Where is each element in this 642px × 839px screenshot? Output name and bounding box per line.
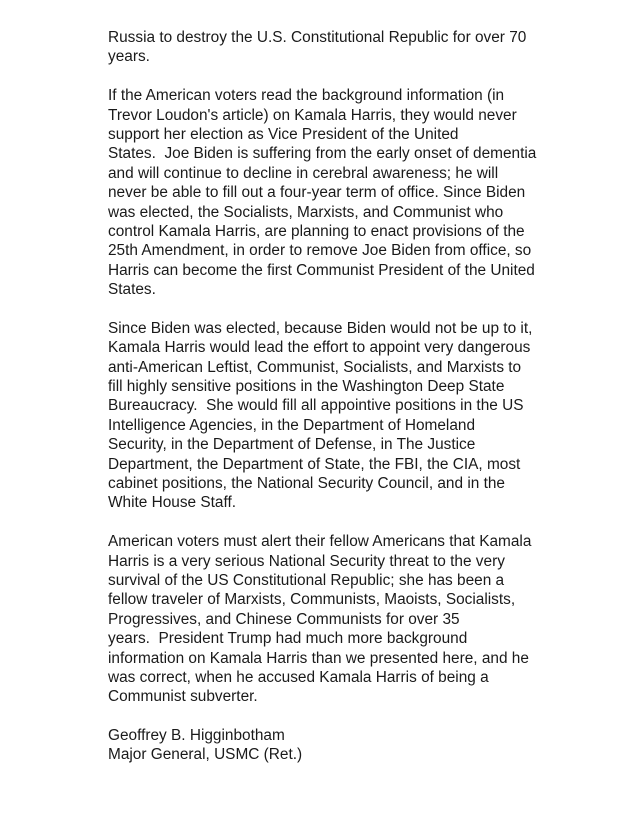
text-line: Communist subverter. — [108, 688, 258, 706]
text-line: Harris is a very serious National Security threat to the very — [108, 552, 505, 570]
text-line: anti-American Leftist, Communist, Socialists, and Marxists to — [108, 358, 522, 376]
text-line: fill highly sensitive positions in the Washington Deep State — [108, 378, 505, 396]
signature-title: Major General, USMC (Ret.) — [108, 746, 303, 764]
text-line: 25th Amendment, in order to remove Joe Biden from office, so — [108, 242, 532, 260]
text-line: Russia to destroy the U.S. Constitutional Republic for over 70 — [108, 29, 527, 46]
text-line: White House Staff. — [108, 494, 237, 512]
text-line: If the American voters read the background information (in — [108, 87, 505, 105]
letter-body — [108, 28, 538, 765]
text-line: Since Biden was elected, because Biden would not be up to it, — [108, 319, 533, 337]
text-line: cabinet positions, the National Security Council, and in the — [108, 474, 505, 492]
text-line: years. — [108, 48, 150, 66]
text-line: States. Joe Biden is suffering from the early onset of dementia — [108, 145, 537, 163]
text-line: control Kamala Harris, are planning to enact provisions of the — [108, 222, 525, 240]
text-line: Harris can become the first Communist President of the United — [108, 261, 535, 279]
paragraph-gap — [108, 707, 538, 726]
paragraph-opening — [108, 28, 538, 67]
paragraph-alert — [108, 532, 538, 707]
text-line: information on Kamala Harris than we presented here, and he — [108, 649, 529, 667]
text-line: survival of the US Constitutional Republic; she has been a — [108, 571, 505, 589]
text-line: Security, in the Department of Defense, in The Justice — [108, 436, 476, 454]
text-line: Intelligence Agencies, in the Department of Homeland — [108, 416, 476, 434]
text-line: Progressives, and Chinese Communists for over 35 — [108, 610, 460, 628]
text-line: fellow traveler of Marxists, Communists, Maoists, Socialists, — [108, 591, 516, 609]
signature-block — [108, 726, 538, 765]
text-line: was elected, the Socialists, Marxists, and Communist who — [108, 203, 504, 221]
text-line: Bureaucracy. She would fill all appointive positions in the US — [108, 397, 524, 415]
paragraph-gap — [108, 299, 538, 318]
text-line: support her election as Vice President of the United — [108, 125, 459, 143]
text-line: never be able to fill out a four-year term of office. Since Biden — [108, 184, 526, 202]
paragraph-appointments — [108, 319, 538, 513]
text-line: years. President Trump had much more background — [108, 630, 468, 648]
text-line: was correct, when he accused Kamala Harris of being a — [108, 668, 489, 686]
paragraph-gap — [108, 513, 538, 532]
paragraph-voters-background — [108, 86, 538, 299]
text-line: American voters must alert their fellow Americans that Kamala — [108, 533, 532, 551]
text-line: and will continue to decline in cerebral awareness; he will — [108, 164, 499, 182]
text-line: States. — [108, 281, 156, 299]
paragraph-gap — [108, 67, 538, 86]
text-line: Department, the Department of State, the FBI, the CIA, most — [108, 455, 521, 473]
text-line: Trevor Loudon's article) on Kamala Harris, they would never — [108, 106, 517, 124]
text-line: Kamala Harris would lead the effort to appoint very dangerous — [108, 339, 531, 357]
signature-name: Geoffrey B. Higginbotham — [108, 727, 285, 745]
